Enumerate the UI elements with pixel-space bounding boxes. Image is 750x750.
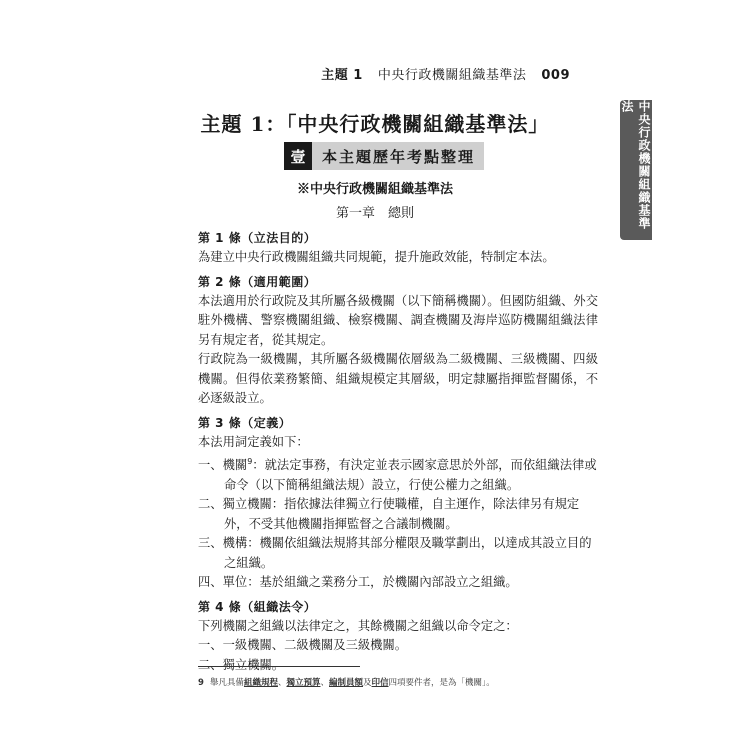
footnote-divider (198, 666, 360, 667)
body-text (198, 224, 598, 675)
chapter-heading: 第一章 總則 (335, 206, 414, 221)
footnote-emph-2: 獨立預算 (286, 678, 321, 688)
footnote-ref[interactable]: 9 (247, 457, 253, 466)
footnote-emph-4: 印信 (371, 678, 389, 688)
running-head-topic: 主題 1 (321, 68, 363, 83)
article-4-item-1: 一、一級機關、二級機關及三級機關。 (198, 638, 408, 653)
article-3-intro: 本法用詞定義如下： (198, 434, 309, 449)
article-2-para-2: 行政院為一級機關，其所屬各級機關依層級為二級機關、三級機關、四級機關。但得依業務繁簡、組織規模定其層級，明定隸屬指揮監督關係，不必逐級設立。 (198, 352, 598, 405)
law-title: ※中央行政機關組織基準法 (296, 182, 453, 197)
footnote-emph-1: 組織規程 (243, 678, 278, 688)
article-2-para-1: 本法適用於行政院及其所屬各級機關（以下簡稱機關）。但國防組織、外交駐外機構、警察機關組織、檢察機關、調查機關及海岸巡防機關組織法律另有規定者，從其規定。 (198, 293, 598, 347)
footnote-text-1: 舉凡具備 (209, 678, 244, 688)
article-3-item-1-rest: ：就法定事務，有決定並表示國家意思於外部，而依組織法律或命令（以下簡稱組織法規）設立，行使公權力之組織。 (224, 458, 597, 492)
article-3-item-1 (198, 452, 598, 495)
article-2-heading: 第 2 條（適用範圍） (198, 274, 317, 289)
footnote-mark: 9 (198, 678, 204, 688)
footnote-text-2: 四項要件者，是為「機關」。 (388, 678, 495, 688)
running-head-title: 中央行政機關組織基準法 (377, 68, 527, 83)
section-banner (284, 142, 484, 170)
article-3-item-4: 四、單位：基於組織之業務分工，於機關內部設立之組織。 (198, 575, 518, 590)
footnote (198, 676, 618, 688)
page-number: 009 (541, 68, 570, 83)
article-4-item-2: 二、獨立機關。 (198, 657, 285, 672)
footnote-sep-1: 、 (277, 678, 287, 688)
article-4-heading: 第 4 條（組織法令） (198, 599, 317, 614)
article-3-item-2: 二、獨立機關：指依據法律獨立行使職權，自主運作，除法律另有規定外，不受其他機關指揮監督之合議制機關。 (198, 497, 580, 531)
article-1-heading: 第 1 條（立法目的） (198, 231, 317, 245)
side-thumb-tab: 中央行政機關組織基準法 (620, 100, 652, 240)
footnote-sep-2: 、 (320, 678, 329, 688)
article-3-item-1-prefix: 一、機關 (198, 458, 248, 473)
footnote-sep-3: 及 (363, 678, 372, 688)
article-3-heading: 第 3 條（定義） (198, 415, 292, 430)
section-number: 壹 (284, 142, 312, 170)
topic-title: 主題 1：「中央行政機關組織基準法」 (200, 112, 550, 136)
article-1-text: 為建立中央行政機關組織共同規範，提升施政效能，特制定本法。 (198, 250, 555, 264)
section-label: 本主題歷年考點整理 (322, 147, 476, 166)
running-head (321, 64, 570, 83)
footnote-emph-3: 編制員額 (329, 678, 364, 688)
article-4-intro: 下列機關之組織以法律定之，其餘機關之組織以命令定之： (198, 618, 518, 633)
article-3-item-3: 三、機構：機關依組織法規將其部分權限及職掌劃出，以達成其設立目的之組織。 (198, 536, 592, 570)
